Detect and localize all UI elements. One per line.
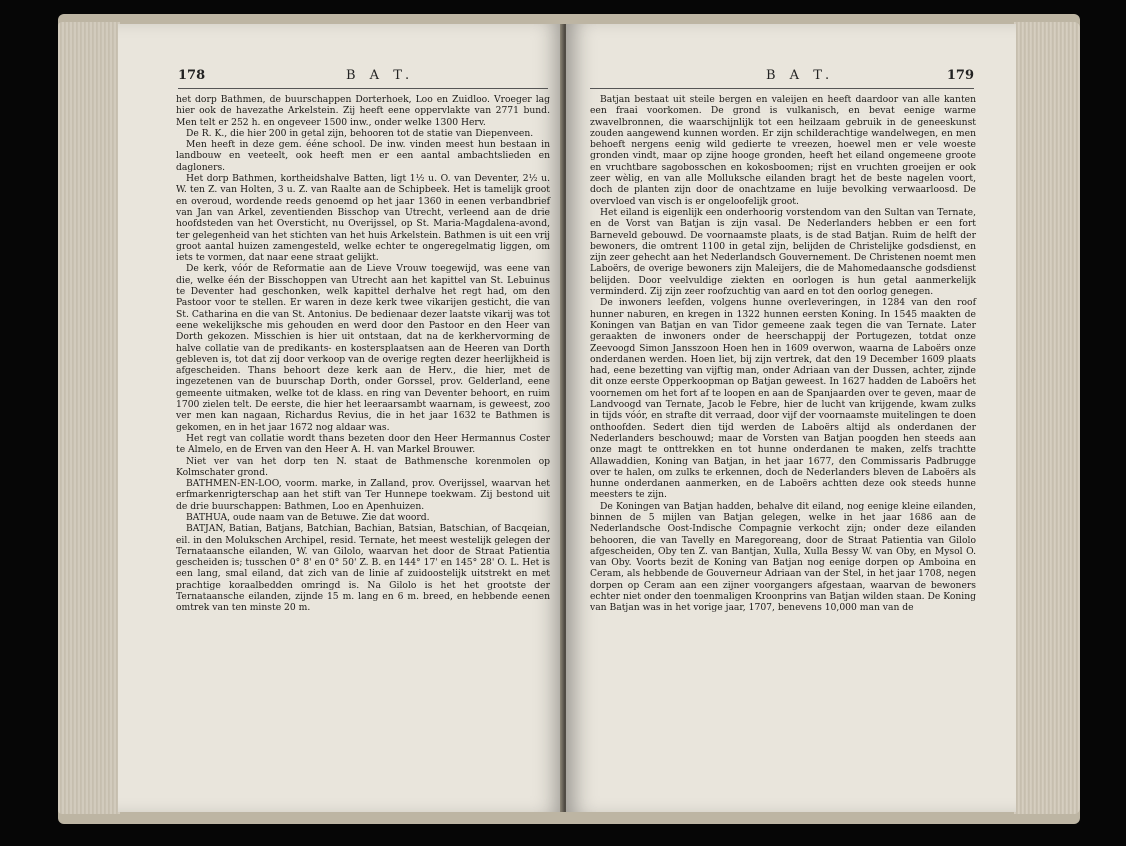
left-running-title: B A T.: [346, 68, 415, 83]
right-page-number: 179: [946, 68, 974, 83]
paragraph: De Koningen van Batjan hadden, behalve dit eiland, nog eenige kleine eilanden, binnen de 5 mijlen van Batjan gelegen, welke in het jaar 1686 aan de Nederlandsche Oost-Indische Compagnie verkocht zijn; onder deze eilanden behooren, die van Tavelly en Maregoreang, door de Straat Patientia van Gilolo afgescheiden, Oby ten Z. van Bantjan, Xulla, Xulla Bessy W. van Oby, en Mysol O. van Oby. Voorts bezit de Koning van Batjan nog eenige dorpen op Amboina en Ceram, als hebbende de Gouverneur Adriaan van der Stel, in het jaar 1708, negen dorpen op Ceram aan een zijner voorgangers afgestaan, waarvan de bewoners echter niet onder den toenmaligen Kroonprins van Batjan wilden staan. De Koning van Batjan was in het vorige jaar, 1707, benevens 10,000 man van de: [590, 500, 977, 614]
paragraph: Het dorp Bathmen, kortheidshalve Batten, ligt 1½ u. O. van Deventer, 2½ u. W. ten Z. van Holten, 3 u. Z. van Raalte aan de Schipbeek. Het is tamelijk groot en overoud, wordende reeds genoemd op het jaar 1360 in eenen verbandbrief van Jan van Arkel, zeventienden Bisschop van Utrecht, verleend aan de drie hoofdsteden van het Oversticht, nu Overijssel, op St. Maria-Magdalena-avond, ter gelegenheid van het stichten van het huis Arkelstein. Bathmen is uit een vrij groot aantal huizen zamengesteld, welke echter te ongeregelmatig liggen, om iets te vormen, dat naar eene straat gelijkt.: [176, 173, 550, 264]
left-page-edges: [58, 22, 120, 814]
paragraph: Het regt van collatie wordt thans bezeten door den Heer Hermannus Coster te Almelo, en de Erven van den Heer A. H. van Markel Brouwer.: [176, 432, 550, 456]
left-page-number: 178: [178, 68, 206, 83]
left-page-text: [176, 94, 550, 614]
paragraph: De kerk, vóór de Reformatie aan de Lieve Vrouw toegewijd, was eene van die, welke één der Bisschoppen van Utrecht aan het kapittel van St. Lebuinus te Deventer had geschonken, welk kapittel derhalve het regt had, om den Pastoor voor te stellen. Er waren in deze kerk twee vikarijen gesticht, die van St. Catharina en die van St. Antonius. De bedienaar dezer laatste vikarij was tot eene wekelijksche mis gehouden en werd door den Pastoor en den Heer van Dorth gekozen. Misschien is hier uit ontstaan, dat na de kerkhervorming de halve collatie van de predikants- en kostersplaatsen aan de Heeren van Dorth gebleven is, tot dat zij door verkoop van de overige regten dezer heerlijkheid is afgescheiden. Thans behoort deze kerk aan de Herv., die hier, met de ingezetenen van de buurschap Dorth, onder Gorssel, prov. Gelderland, eene gemeente uitmaken, welke tot de klass. en ring van Deventer behoort, en ruim 1700 zielen telt. De eerste, die hier het leeraarsambt waarnam, is geweest, zoo ver men kan nagaan, Richardus Revius, die in het jaar 1632 te Bathmen is gekomen, en in het jaar 1672 nog aldaar was.: [176, 263, 550, 433]
right-running-head: [590, 68, 974, 89]
paragraph: Batjan bestaat uit steile bergen en valeijen en heeft daardoor van alle kanten een fraai voorkomen. De grond is vulkanisch, en bevat eenige warme zwavelbronnen, die waarschijnlijk tot een heilzaam gebruik in de geneeskunst zouden aangewend kunnen worden. Er zijn schilderachtige wandelwegen, en men behoeft nergens eenig wild gedierte te vreezen, hoewel men er vele woeste gronden vindt, maar op zijne hooge gronden, heeft het eiland ongemeene groote en vruchtbare sagobosschen en kokosboomen; rijst en vruchten groeijen er ook zeer wèlig, en van alle Molluksche eilanden bragt het de beste nagelen voort, doch de planten zijn door de onachtzame en luije bevolking verwaarloosd. De overvloed van visch is er ongeloofelijk groot.: [590, 94, 976, 207]
entry-batjan: BATJAN, Batian, Batjans, Batchian, Bachian, Batsian, Batschian, of Bacqeian, eil. in den Molukschen Archipel, resid. Ternate, het meest westelijk gelegen der Ternataansche eilanden, W. van Gilolo, waarvan het door de Straat Patientia gescheiden is; tusschen 0° 8' en 0° 50' Z. B. en 144° 17' en 145° 28' O. L. Het is een lang, smal eiland, dat zich van de linie af zuidoostelijk uitstrekt en met prachtige koraalbedden omringd is. Na Gilolo is het het grootste der Ternataansche eilanden, zijnde 15 m. lang en 6 m. breed, en hebbende eenen omtrek van ten minste 20 m.: [176, 523, 550, 614]
paragraph: Het eiland is eigenlijk een onderhoorig vorstendom van den Sultan van Ternate, en de Vorst van Batjan is zijn vasal. De Nederlanders hebben er een fort Barneveld gebouwd. De voornaamste plaats, is de stad Batjan. Ruim de helft der bewoners, die omtrent 1100 in getal zijn, belijden de Christelijke godsdienst, en zijn zeer gehecht aan het Nederlandsch Gouvernement. De Christenen noemt men Laboërs, de overige bewoners zijn Maleijers, die de Mahomedaansche godsdienst belijden. Door veelvuldige ziekten en oorlogen is hun getal aanmerkelijk verminderd. Zij zijn zeer roofzuchtig van aard en tot den oorlog genegen.: [590, 206, 976, 298]
entry-bathmen-en-loo: BATHMEN-EN-LOO, voorm. marke, in Zalland, prov. Overijssel, waarvan het erfmarkenrigterschap aan het stift van Ter Hunnepe toekwam. Zij bestond uit de drie buurschappen: Bathmen, Loo en Apenhuizen.: [176, 478, 550, 512]
left-running-head: [178, 68, 548, 89]
paragraph: Men heeft in deze gem. ééne school. De inw. vinden meest hun bestaan in landbouw en veeteelt, ook heeft men er een aantal ambachtslieden en dagloners.: [176, 139, 550, 173]
paragraph: Niet ver van het dorp ten N. staat de Bathmensche korenmolen op Kolmschater grond.: [176, 455, 550, 478]
left-page: [118, 24, 564, 812]
entry-bathua: BATHUA, oude naam van de Betuwe. Zie dat woord.: [186, 511, 430, 523]
right-page: [566, 24, 1016, 812]
right-page-text: [590, 94, 976, 614]
paragraph: De inwoners leefden, volgens hunne overleveringen, in 1284 van den roof hunner naburen, en kregen in 1322 hunnen eersten Koning. In 1545 maakten de Koningen van Batjan en van Tidor gemeene zaak tegen die van Ternate. Later geraakten de inwoners onder de heerschappij der Portugezen, totdat onze Zeevoogd Simon Jansszoon Hoen hen in 1609 overwon, waarna de Laboërs onze onderdanen werden. Hoen liet, bij zijn vertrek, dat den 19 December 1609 plaats had, eene bezetting van vijftig man, onder Adriaan van der Dussen, achter, zijnde dit onze eerste Opperkoopman op Batjan geweest. In 1627 hadden de Laboërs het voornemen om het fort af te loopen en aan de Spanjaarden over te geven, maar de Landvoogd van Ternate, Jacob le Febre, hier de lucht van krijgende, kwam zulks in tijds vóór, en strafte dit verraad, door vijf der voornaamste muitelingen te doen onthoofden. Sedert dien tijd werden de Laboërs altijd als onderdanen der Nederlanders beschouwd; maar de Vorsten van Batjan poogden hen steeds aan onze magt te onttrekken en tot hunne onderdanen te maken, zelfs trachtte Allawaddien, Koning van Batjan, in het jaar 1677, den Commissaris Padbrugge over te halen, om zulks te erkennen, doch de Nederlanders bleven de Laboërs als hunne onderdanen aanmerken, en de Laboërs achtten deze ook steeds hunne meesters te zijn.: [590, 297, 976, 501]
paragraph: De R. K., die hier 200 in getal zijn, behooren tot de statie van Diepenveen.: [186, 127, 534, 139]
right-running-title: B A T.: [766, 68, 835, 83]
paragraph: het dorp Bathmen, de buurschappen Dorterhoek, Loo en Zuidloo. Vroeger lag hier ook de havezathe Arkelstein. Zij heeft eene oppervlakte van 2771 bund. Men telt er 252 h. en ongeveer 1500 inw., onder welke 1300 Herv.: [176, 94, 550, 128]
right-page-edges: [1014, 22, 1080, 814]
